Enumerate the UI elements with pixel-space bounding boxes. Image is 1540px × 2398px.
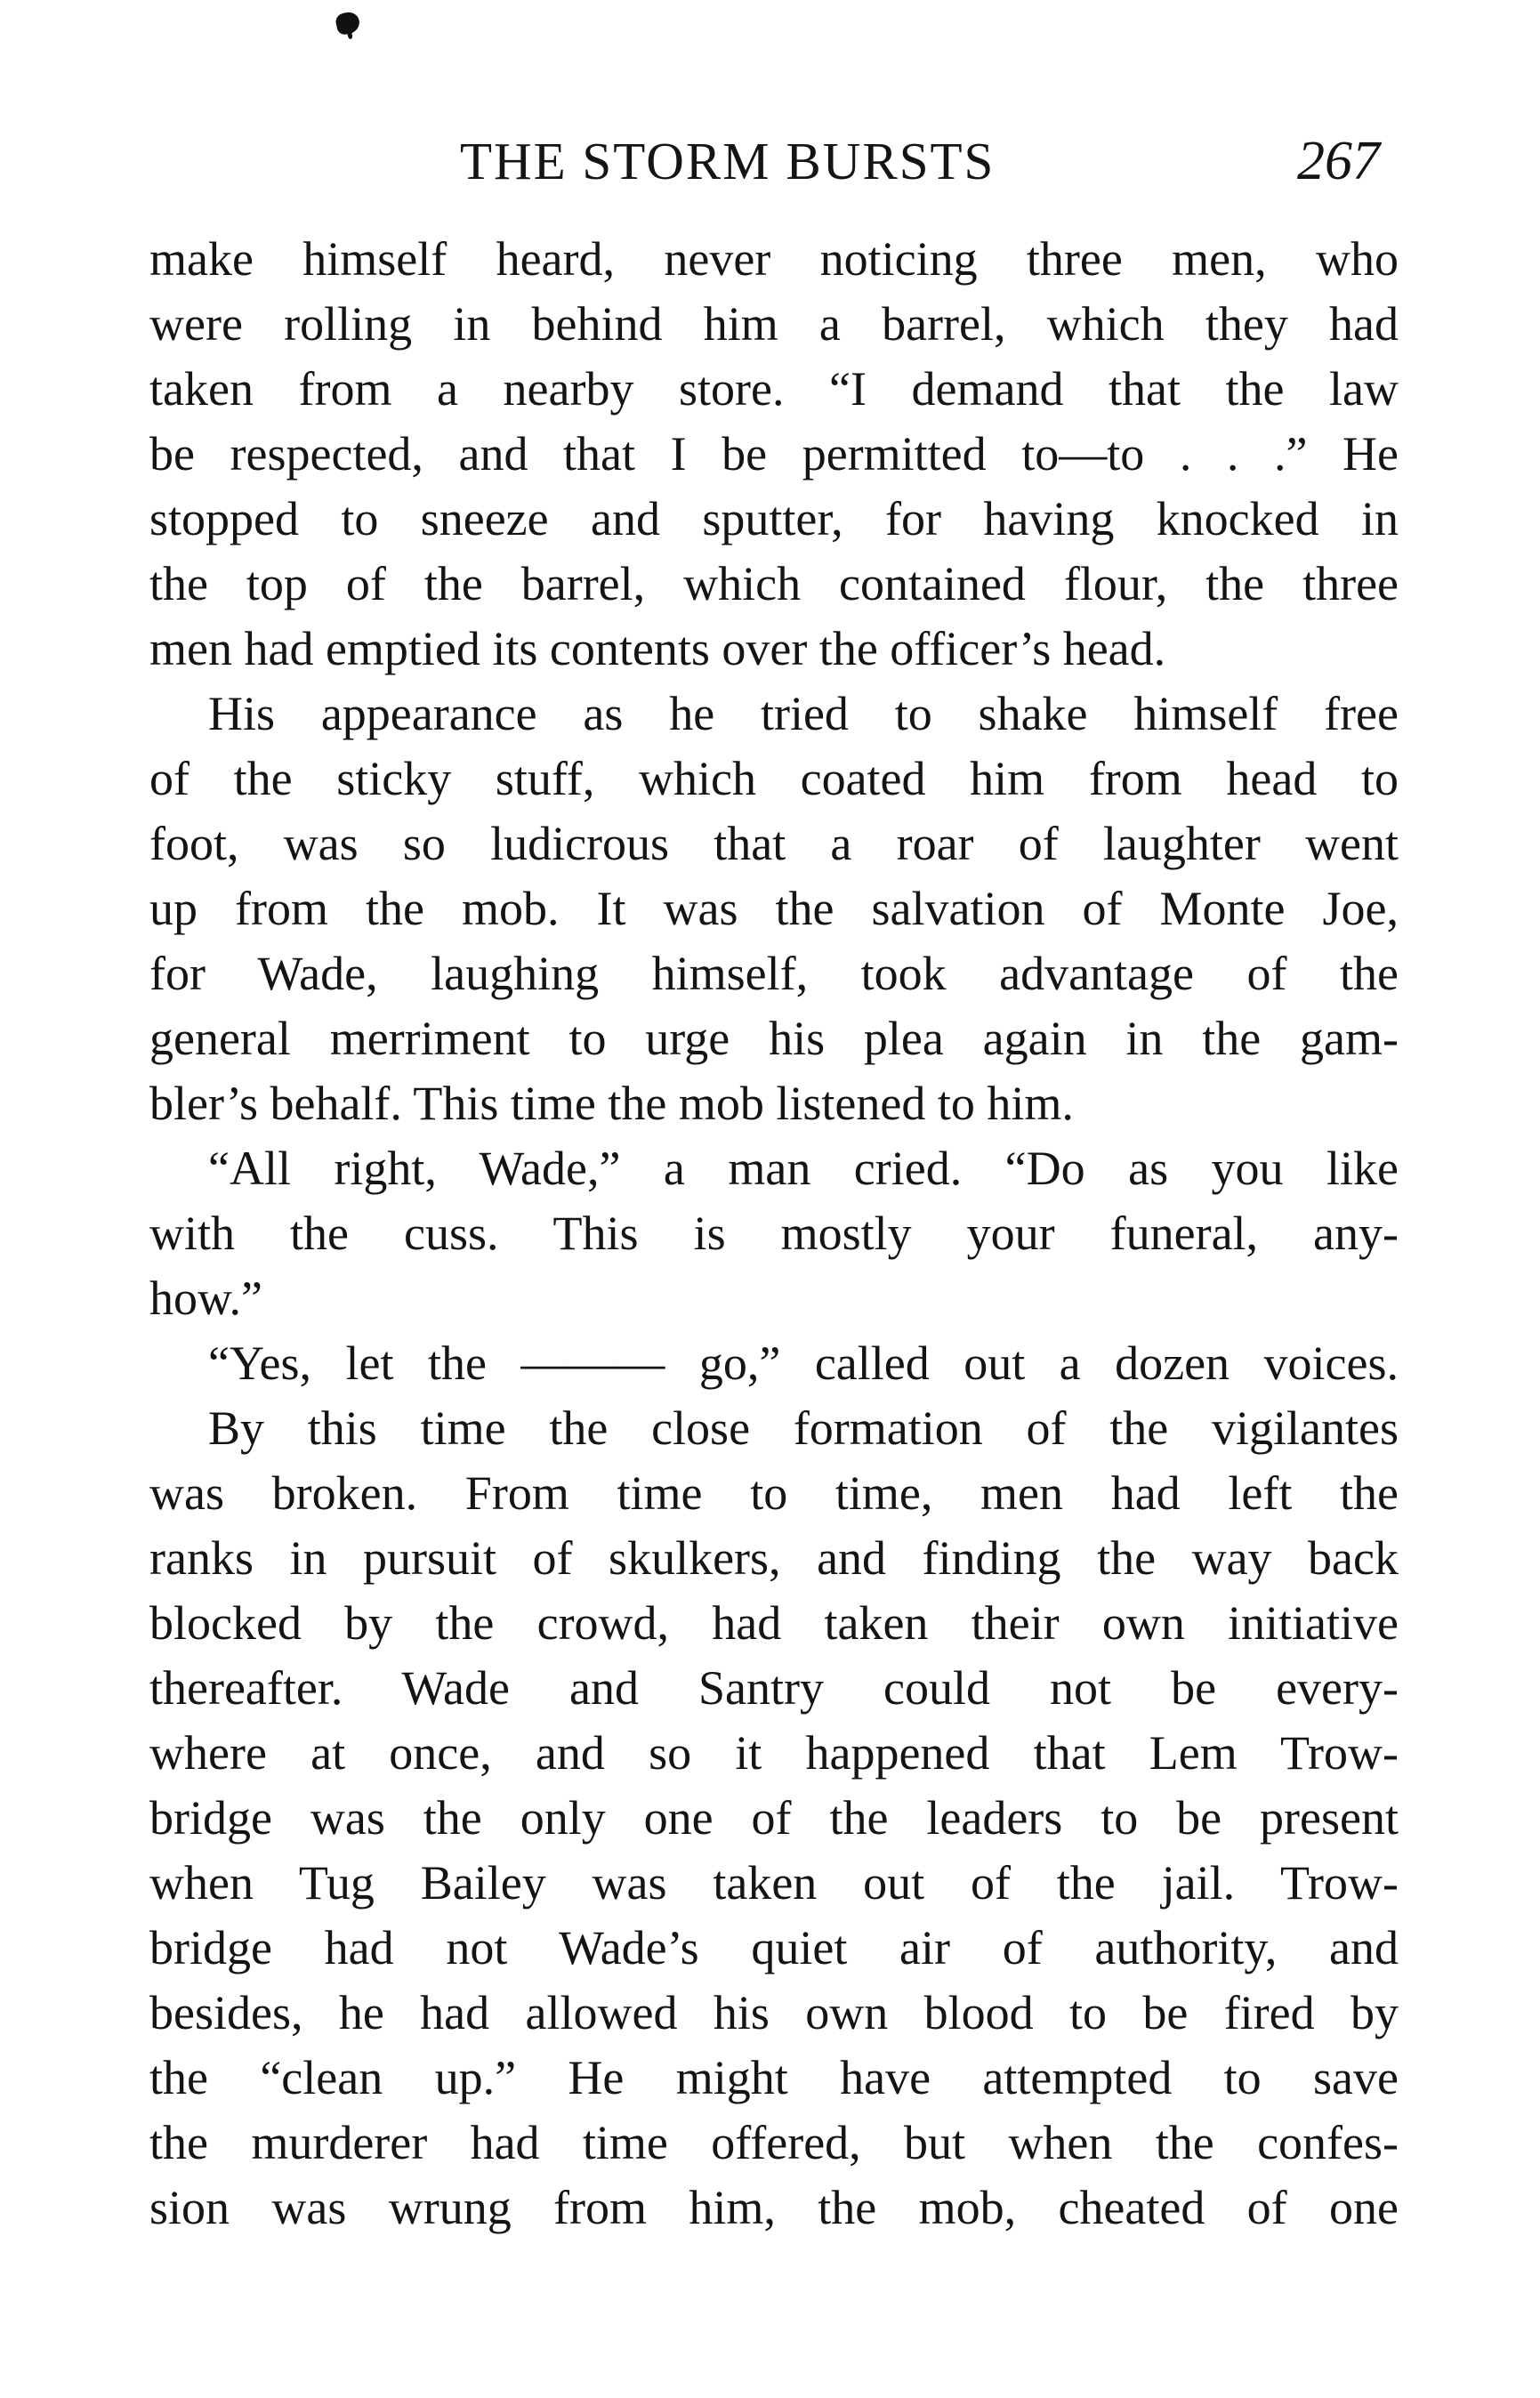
text-line: bridge had not Wade’s quiet air of authority, and	[149, 1921, 1399, 1974]
ink-speck	[335, 11, 361, 36]
text-line: “Yes, let the ——— go,” called out a dozen voices.	[208, 1336, 1399, 1390]
text-line: ranks in pursuit of skulkers, and finding the way back	[149, 1531, 1399, 1585]
text-line: By this time the close formation of the vigilantes	[208, 1401, 1399, 1455]
text-line: up from the mob. It was the salvation of Monte Joe,	[149, 882, 1399, 935]
text-line: thereafter. Wade and Santry could not be every-	[149, 1661, 1399, 1715]
text-line: besides, he had allowed his own blood to be fired by	[149, 1986, 1399, 2039]
running-title: THE STORM BURSTS	[460, 132, 996, 190]
text-line: bridge was the only one of the leaders to be present	[149, 1791, 1399, 1845]
text-line: stopped to sneeze and sputter, for having knocked in	[149, 492, 1399, 545]
text-line: was broken. From time to time, men had left the	[149, 1466, 1399, 1520]
text-line: men had emptied its contents over the officer’s head.	[149, 622, 1166, 675]
text-line: with the cuss. This is mostly your funeral, any-	[149, 1207, 1399, 1260]
text-line: where at once, and so it happened that Lem Trow-	[149, 1726, 1399, 1780]
text-line: how.”	[149, 1272, 262, 1325]
text-line: foot, was so ludicrous that a roar of laughter went	[149, 817, 1399, 870]
text-line: sion was wrung from him, the mob, cheated of one	[149, 2181, 1399, 2234]
text-line: blocked by the crowd, had taken their own initiative	[149, 1596, 1399, 1650]
text-line: bler’s behalf. This time the mob listened to him.	[149, 1077, 1074, 1130]
page-number: 267	[1297, 131, 1380, 191]
text-line: when Tug Bailey was taken out of the jail. Trow-	[149, 1856, 1399, 1910]
text-line: “All right, Wade,” a man cried. “Do as you like	[208, 1142, 1399, 1195]
running-head	[0, 130, 1540, 192]
text-line: the murderer had time offered, but when the confes-	[149, 2116, 1399, 2169]
text-line: of the sticky stuff, which coated him from head to	[149, 752, 1399, 805]
text-line: the “clean up.” He might have attempted to save	[149, 2051, 1399, 2104]
text-line: general merriment to urge his plea again in the gam-	[149, 1012, 1399, 1065]
text-line: taken from a nearby store. “I demand that the law	[149, 362, 1399, 416]
text-line: for Wade, laughing himself, took advantage of the	[149, 947, 1399, 1000]
text-line: the top of the barrel, which contained flour, the three	[149, 557, 1399, 610]
text-line: make himself heard, never noticing three men, who	[149, 232, 1399, 286]
body-text	[149, 227, 1399, 2241]
text-line: be respected, and that I be permitted to—to . . .” He	[149, 427, 1399, 480]
text-line: were rolling in behind him a barrel, which they had	[149, 297, 1399, 351]
text-line: His appearance as he tried to shake himself free	[208, 687, 1399, 740]
